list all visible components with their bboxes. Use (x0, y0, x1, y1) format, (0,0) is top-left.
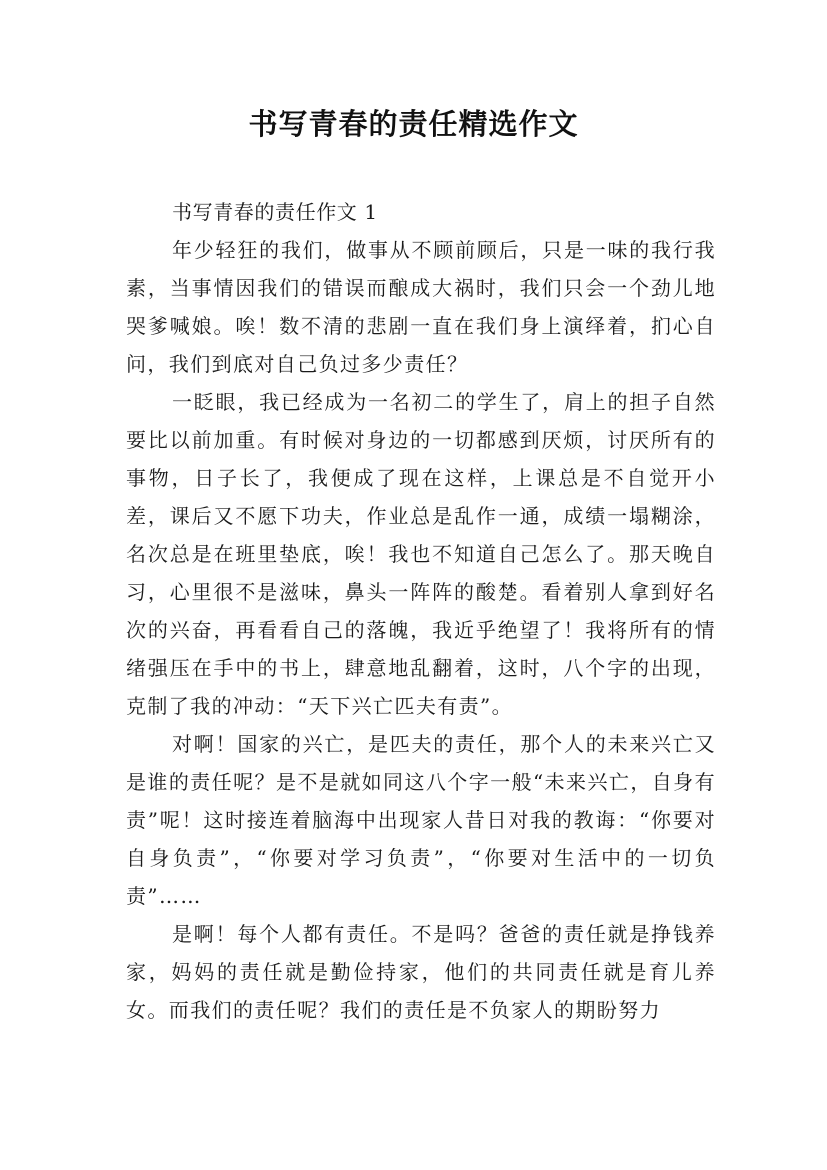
essay-subheading: 书写青春的责任作文 1 (172, 200, 378, 224)
paragraph-3: 对啊！国家的兴亡，是匹夫的责任，那个人的未来兴亡又是谁的责任呢？是不是就如同这八个字一般“未来兴亡，自身有责”呢！这时接连着脑海中出现家人昔日对我的教诲：“你要对自身负责”，“你要对学习负责”，“你要对生活中的一切负责”…… (126, 732, 716, 908)
paragraph-1: 年少轻狂的我们，做事从不顾前顾后，只是一味的我行我素，当事情因我们的错误而酿成大祸时，我们只会一个劲儿地哭爹喊娘。唉！数不清的悲剧一直在我们身上演绎着，扪心自问，我们到底对自己负过多少责任？ (126, 238, 716, 376)
document-title: 书写青春的责任精选作文 (248, 107, 579, 141)
document-body (126, 193, 716, 1029)
paragraph-4: 是啊！每个人都有责任。不是吗？爸爸的责任就是挣钱养家，妈妈的责任就是勤俭持家，他们的共同责任就是育儿养女。而我们的责任呢？我们的责任是不负家人的期盼努力 (126, 922, 716, 1022)
paragraph-2: 一眨眼，我已经成为一名初二的学生了，肩上的担子自然要比以前加重。有时候对身边的一切都感到厌烦，讨厌所有的事物，日子长了，我便成了现在这样，上课总是不自觉开小差，课后又不愿下功夫，作业总是乱作一通，成绩一塌糊涂，名次总是在班里垫底，唉！我也不知道自己怎么了。那天晚自习，心里很不是滋味，鼻头一阵阵的酸楚。看着别人拿到好名次的兴奋，再看看自己的落魄，我近乎绝望了！我将所有的情绪强压在手中的书上，肆意地乱翻着，这时，八个字的出现，克制了我的冲动：“天下兴亡匹夫有责”。 (126, 390, 716, 718)
